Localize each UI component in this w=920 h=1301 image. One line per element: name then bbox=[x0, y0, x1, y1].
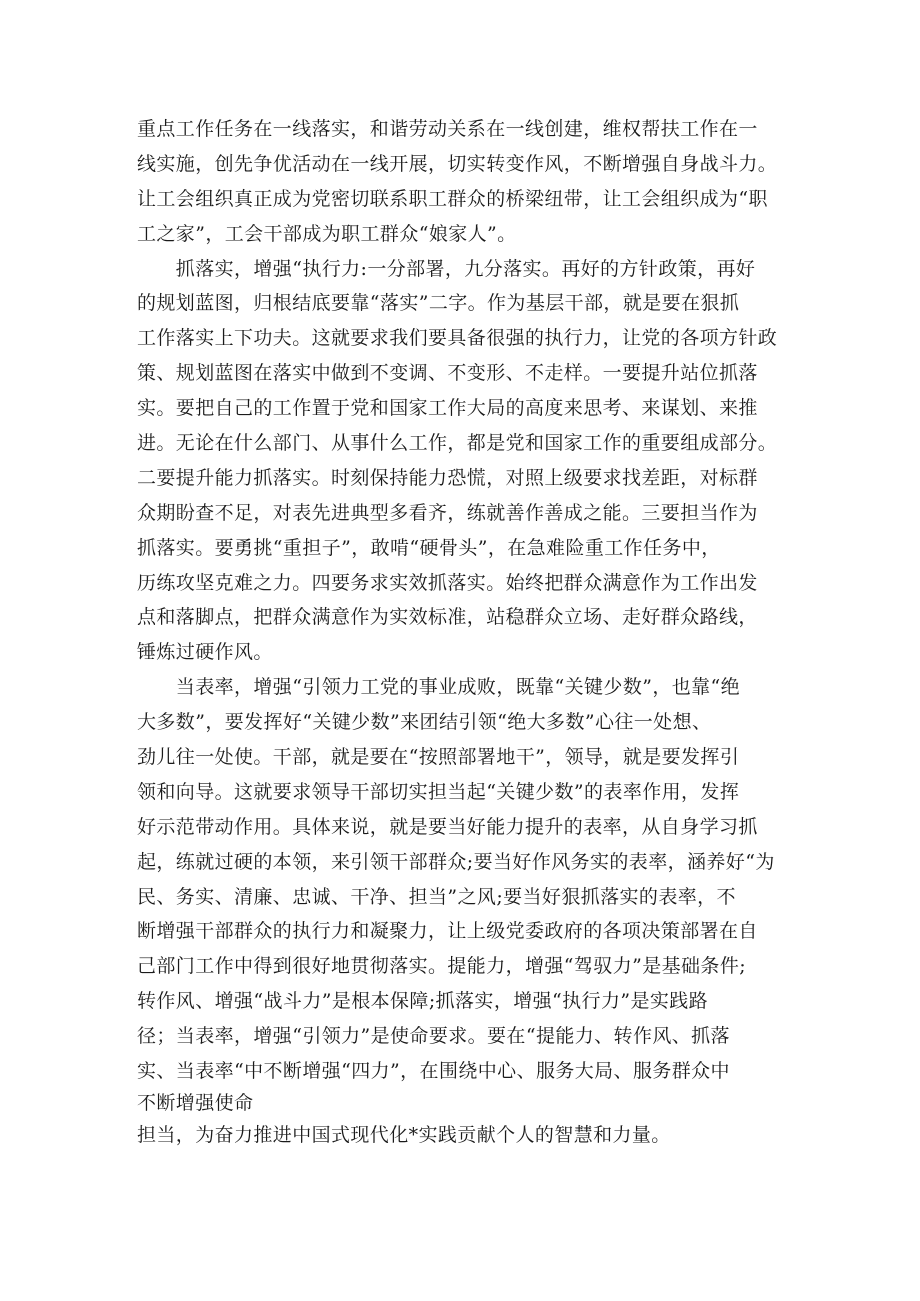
text-line: 大多数”，要发挥好“关键少数”来团结引领“绝大多数”心往一处想、 bbox=[137, 711, 712, 734]
text-line: 点和落脚点，把群众满意作为实效标准，站稳群众立场、走好群众路线， bbox=[137, 606, 758, 629]
text-line: 实、当表率“中不断增强“四力”，在围绕中心、服务大局、服务群众中 bbox=[137, 1060, 730, 1083]
text-line: 己部门工作中得到很好地贯彻落实。提能力，增强“驾驭力”是基础条件; bbox=[137, 955, 747, 978]
text-line: 工之家”，工会干部成为职工群众“娘家人”。 bbox=[137, 222, 517, 245]
text-line: 进。无论在什么部门、从事什么工作，都是党和国家工作的重要组成部分。 bbox=[137, 432, 778, 455]
text-line: 不断增强使命 bbox=[137, 1091, 254, 1114]
text-line: 断增强干部群众的执行力和凝聚力，让上级党委政府的各项决策部署在自 bbox=[137, 920, 758, 943]
text-line: 实。要把自己的工作置于党和国家工作大局的高度来思考、来谋划、来推 bbox=[137, 397, 758, 420]
text-line: 线实施，创先争优活动在一线开展，切实转变作风，不断增强自身战斗力。 bbox=[137, 152, 778, 175]
text-line: 工作落实上下功夫。这就要求我们要具备很强的执行力，让党的各项方针政 bbox=[137, 327, 778, 350]
text-line: 重点工作任务在一线落实，和谐劳动关系在一线创建，维权帮扶工作在一 bbox=[137, 118, 758, 140]
text-line: 策、规划蓝图在落实中做到不变调、不变形、不走样。一要提升站位抓落 bbox=[137, 362, 758, 385]
text-line: 领和向导。这就要求领导干部切实担当起“关键少数”的表率作用，发挥 bbox=[137, 780, 740, 803]
text-line: 民、务实、清廉、忠诚、干净、担当”之风;要当好狠抓落实的表率，不 bbox=[137, 885, 736, 908]
text-line: 劲儿往一处使。干部，就是要在“按照部署地干”，领导，就是要发挥引 bbox=[137, 746, 740, 769]
text-line: 起，练就过硬的本领，来引领干部群众;要当好作风务实的表率，涵养好“为 bbox=[137, 850, 775, 873]
text-line: 担当，为奋力推进中国式现代化*实践贡献个人的智慧和力量。 bbox=[137, 1123, 671, 1146]
text-line: 抓落实。要勇挑“重担子”，敢啃“硬骨头”，在急难险重工作任务中， bbox=[137, 536, 721, 559]
text-line: 好示范带动作用。具体来说，就是要当好能力提升的表率，从自身学习抓 bbox=[137, 815, 758, 838]
text-line: 历练攻坚克难之力。四要务求实效抓落实。始终把群众满意作为工作出发 bbox=[137, 571, 758, 594]
text-line: 当表率，增强“引领力工党的事业成败，既靠“关键少数”，也靠“绝 bbox=[137, 676, 741, 699]
text-line: 径；当表率，增强“引领力”是使命要求。要在“提能力、转作风、抓落 bbox=[137, 1025, 730, 1048]
text-line: 抓落实，增强“执行力:一分部署，九分落实。再好的方针政策，再好 bbox=[137, 257, 756, 280]
text-line: 众期盼查不足，对表先进典型多看齐，练就善作善成之能。三要担当作为 bbox=[137, 501, 758, 524]
document-body bbox=[137, 112, 797, 1153]
text-line: 二要提升能力抓落实。时刻保持能力恐慌，对照上级要求找差距，对标群 bbox=[137, 466, 758, 489]
text-line: 让工会组织真正成为党密切联系职工群众的桥梁纽带，让工会组织成为“职 bbox=[137, 187, 768, 210]
text-line: 锤炼过硬作风。 bbox=[137, 641, 273, 664]
text-line: 转作风、增强“战斗力”是根本保障;抓落实，增强“执行力”是实践路 bbox=[137, 990, 709, 1013]
text-line: 的规划蓝图，归根结底要靠“落实”二字。作为基层干部，就是要在狠抓 bbox=[137, 292, 740, 315]
